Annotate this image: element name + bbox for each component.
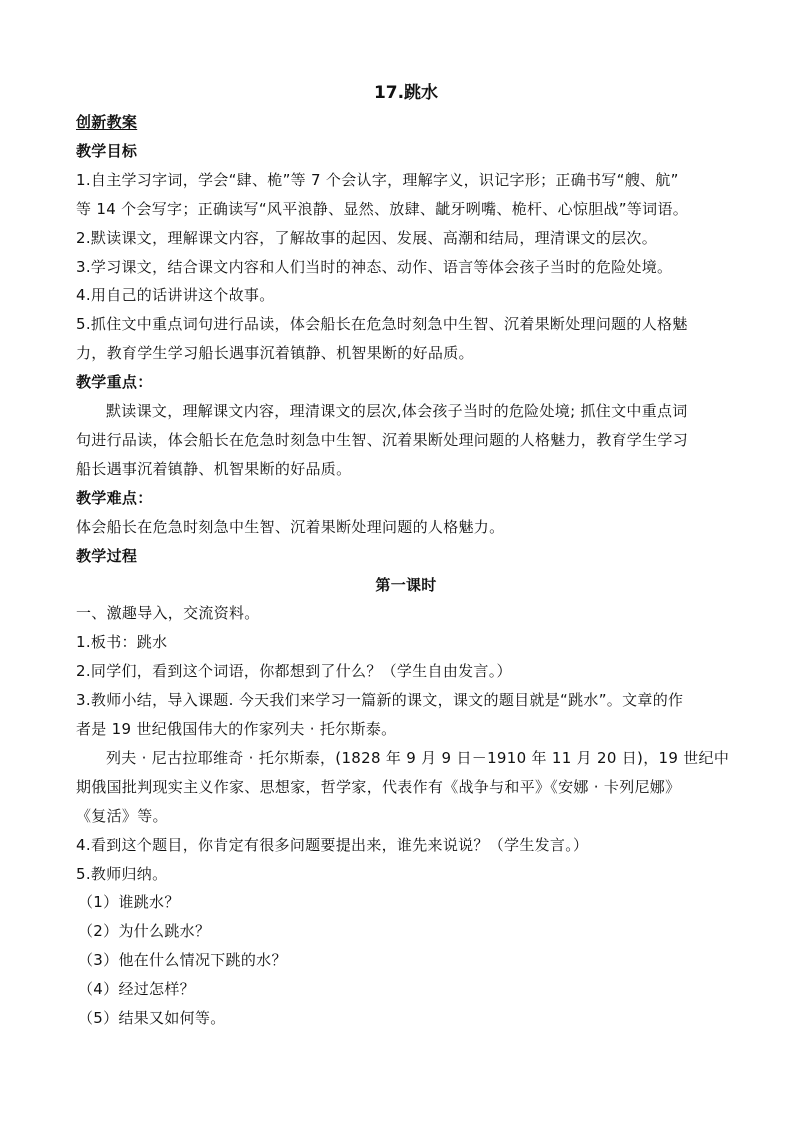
author-bio-line: 期俄国批判现实主义作家、思想家，哲学家，代表作有《战争与和平》《安娜 · 卡列尼娜》 xyxy=(76,777,681,796)
process-item: 4.看到这个题目，你肯定有很多问题要提出来，谁先来说说？（学生发言。） xyxy=(76,835,589,854)
question-item: （3）他在什么情况下跳的水？ xyxy=(78,951,287,970)
process-item: 5.教师归纳。 xyxy=(76,864,168,883)
process-item: 3.教师小结，导入课题. 今天我们来学习一篇新的课文，课文的题目就是“跳水”。文章的作 xyxy=(76,691,684,710)
author-bio-line: 列夫 · 尼古拉耶维奇 · 托尔斯泰，(1828 年 9 月 9 日－1910 年 11 月 20 日)，19 世纪中 xyxy=(106,748,730,767)
step-heading: 一、激趣导入，交流资料。 xyxy=(76,604,260,623)
key-points-line: 句进行品读，体会船长在危急时刻急中生智、沉着果断处理问题的人格魅力，教育学生学习 xyxy=(76,430,689,449)
lesson-heading: 第一课时 xyxy=(375,575,437,594)
question-item: （1）谁跳水？ xyxy=(78,893,180,912)
goal-line: 4.用自己的话讲讲这个故事。 xyxy=(76,286,275,305)
goal-line: 5.抓住文中重点词句进行品读，体会船长在危急时刻急中生智、沉着果断处理问题的人格魅 xyxy=(76,315,688,334)
document-title: 17.跳水 xyxy=(373,83,439,103)
key-points-line: 船长遇事沉着镇静、机智果断的好品质。 xyxy=(76,459,352,478)
document-content xyxy=(76,78,736,1033)
goal-line: 力，教育学生学习船长遇事沉着镇静、机智果断的好品质。 xyxy=(76,344,474,363)
goal-line: 3.学习课文，结合课文内容和人们当时的神态、动作、语言等体会孩子当时的危险处境。 xyxy=(76,257,673,276)
author-bio-line: 《复活》等。 xyxy=(76,806,168,825)
section-label: 创新教案 xyxy=(76,113,138,131)
process-heading: 教学过程 xyxy=(76,546,138,565)
difficulty-text: 体会船长在危急时刻急中生智、沉着果断处理问题的人格魅力。 xyxy=(76,517,505,536)
process-item: 2.同学们，看到这个词语，你都想到了什么？（学生自由发言。） xyxy=(76,662,512,681)
goal-line: 等 14 个会写字；正确读写“风平浪静、显然、放肆、龇牙咧嘴、桅杆、心惊胆战”等词语。 xyxy=(76,199,689,218)
difficulty-heading: 教学难点： xyxy=(76,488,153,507)
key-points-heading: 教学重点： xyxy=(76,373,153,392)
goal-line: 1.自主学习字词，学会“肆、桅”等 7 个会认字，理解字义，识记字形；正确书写“艘、航” xyxy=(76,170,679,189)
process-item: 者是 19 世纪俄国伟大的作家列夫 · 托尔斯泰。 xyxy=(76,720,397,739)
question-item: （5）结果又如何等。 xyxy=(78,1009,226,1028)
question-item: （2）为什么跳水？ xyxy=(78,922,211,941)
question-item: （4）经过怎样？ xyxy=(78,980,195,999)
goals-heading: 教学目标 xyxy=(76,141,138,160)
key-points-line: 默读课文，理解课文内容，理清课文的层次,体会孩子当时的危险处境; 抓住文中重点词 xyxy=(106,402,688,421)
process-item: 1.板书：跳水 xyxy=(76,633,168,652)
goal-line: 2.默读课文，理解课文内容，了解故事的起因、发展、高潮和结局，理清课文的层次。 xyxy=(76,228,658,247)
